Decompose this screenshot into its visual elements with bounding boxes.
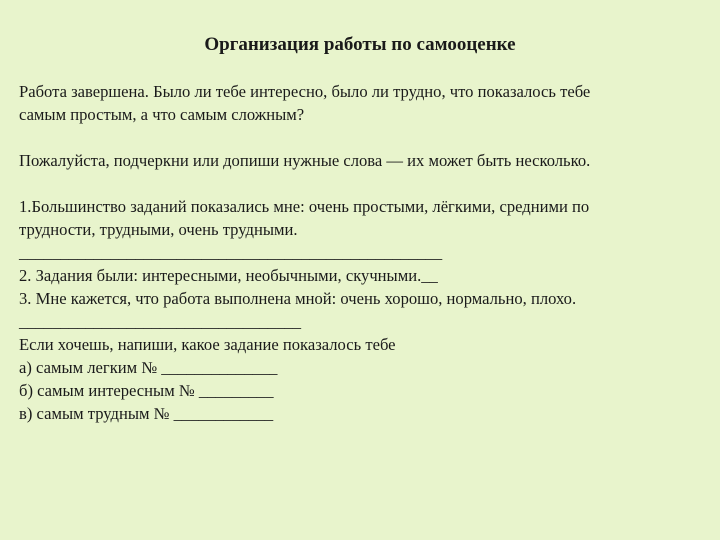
question-1-answer-blank: ___________________________________________________ [19,243,443,262]
question-3: 3. Мне кажется, что работа выполнена мной: очень хорошо, нормально, плохо. [19,289,577,308]
spacer [19,172,713,195]
optional-interesting: б) самым интересным № _________ [19,381,274,400]
question-2: 2. Задания были: интересными, необычными, скучными.__ [19,266,438,285]
spacer [19,126,713,149]
instruction-text: Пожалуйста, подчеркни или допиши нужные слова — их может быть несколько. [19,151,591,170]
question-3-answer-blank: __________________________________ [19,312,302,331]
intro-line-2: самым простым, а что самым сложным? [19,105,305,124]
page-title: Организация работы по самооценке [204,34,516,55]
document-body [19,80,713,425]
optional-hardest: в) самым трудным № ____________ [19,404,274,423]
question-1-line-1: 1.Большинство заданий показались мне: очень простыми, лёгкими, средними по [19,197,590,216]
question-1-line-2: трудности, трудными, очень трудными. [19,220,298,239]
intro-line-1: Работа завершена. Было ли тебе интересно, было ли трудно, что показалось тебе [19,82,591,101]
optional-easiest: а) самым легким № ______________ [19,358,278,377]
optional-prompt: Если хочешь, напиши, какое задание показалось тебе [19,335,396,354]
